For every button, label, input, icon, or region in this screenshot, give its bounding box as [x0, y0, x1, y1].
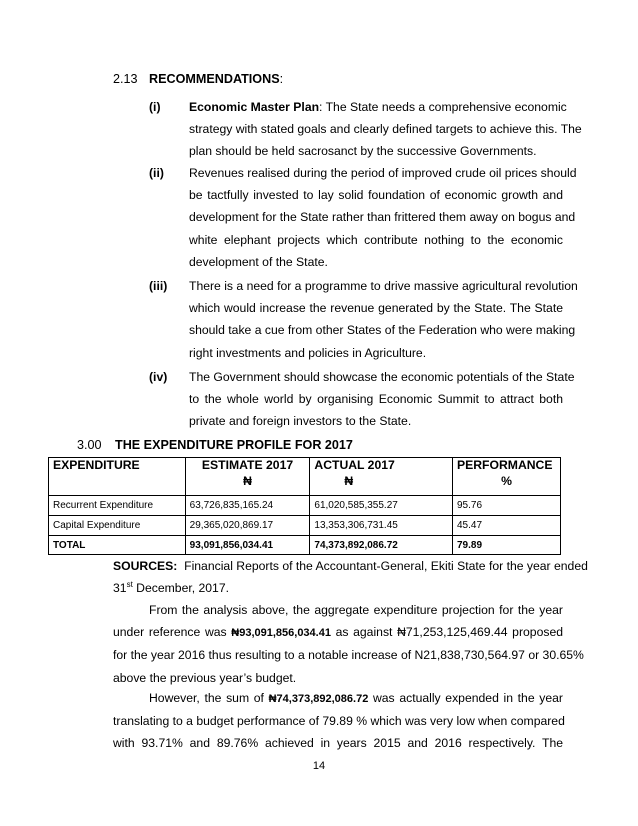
recommendation-item [149, 279, 578, 369]
recommendation-item [149, 100, 582, 166]
item-line: development for the State rather than frittered them away on bogus and [189, 210, 576, 225]
item-line: plan should be held sacrosanct by the successive Governments. [189, 144, 537, 159]
expenditure-table [48, 457, 561, 555]
table-header-cell: ACTUAL 2017 ₦ [310, 458, 453, 496]
section-number: 3.00 [77, 438, 102, 452]
item-line: There is a need for a programme to drive massive agricultural revolution [189, 279, 578, 293]
item-line: Economic Master Plan: The State needs a comprehensive economic [189, 100, 567, 114]
table-header-cell: ESTIMATE 2017 ₦ [185, 458, 310, 496]
unit-label: ₦ [344, 474, 354, 488]
paragraph-line: translating to a budget performance of 79.89 % which was very low when compared [113, 714, 565, 729]
item-line: right investments and policies in Agriculture. [189, 345, 427, 360]
item-line: strategy with stated goals and clearly defined targets to achieve this. The [189, 122, 582, 137]
table-header-cell: PERFORMANCE % [453, 458, 561, 496]
paragraph-line: under reference was ₦93,091,856,034.41 as against ₦71,253,125,469.44 proposed [113, 625, 563, 640]
table-cell: 93,091,856,034.41 [185, 536, 310, 555]
table-cell: 74,373,892,086.72 [310, 536, 453, 555]
table-cell: 29,365,020,869.17 [185, 516, 310, 536]
table-cell: 45.47 [453, 516, 561, 536]
item-line: to the whole world by organising Economic Summit to attract both [189, 392, 563, 407]
item-text [189, 162, 577, 273]
item-line: white elephant projects which contribute nothing to the economic [189, 232, 563, 247]
table-cell: TOTAL [49, 536, 186, 555]
table-cell: 95.76 [453, 496, 561, 516]
recommendation-item [149, 370, 575, 436]
item-line: should take a cue from other States of the Federation who were making [189, 323, 576, 338]
expenditure-heading [77, 438, 353, 452]
recommendation-item [149, 166, 577, 278]
table-cell: 13,353,306,731.45 [310, 516, 453, 536]
table-header-cell: EXPENDITURE [49, 458, 186, 496]
item-line: development of the State. [189, 254, 328, 269]
item-line: private and foreign investors to the State. [189, 414, 412, 429]
item-line: which would increase the revenue generated by the State. The State [189, 301, 563, 316]
performance-paragraph [113, 687, 563, 755]
analysis-paragraph [113, 599, 584, 689]
item-text [189, 275, 578, 364]
sources-paragraph [113, 555, 588, 599]
table-total-row [49, 536, 561, 555]
section-title: THE EXPENDITURE PROFILE FOR 2017 [115, 438, 353, 452]
unit-label: ₦ [243, 474, 252, 488]
item-text [189, 366, 575, 433]
table-cell: Capital Expenditure [49, 516, 186, 536]
table-row [49, 516, 561, 536]
table-header-row [49, 458, 561, 496]
paragraph-line: with 93.71% and 89.76% achieved in years 2015 and 2016 respectively. The [113, 736, 563, 751]
paragraph-line: However, the sum of ₦74,373,892,086.72 was actually expended in the year [149, 691, 563, 705]
table-cell: Recurrent Expenditure [49, 496, 186, 516]
unit-label: % [501, 474, 512, 488]
table-cell: 61,020,585,355.27 [310, 496, 453, 516]
item-number: (i) [149, 100, 161, 114]
item-number: (iii) [149, 279, 168, 293]
recommendations-heading: 2.13 RECOMMENDATIONS: [113, 72, 284, 86]
page-number: 14 [312, 760, 326, 772]
item-line: The Government should showcase the economic potentials of the State [189, 370, 575, 384]
paragraph-line: From the analysis above, the aggregate expenditure projection for the year [149, 603, 563, 617]
item-number: (iv) [149, 370, 168, 384]
table-cell: 79.89 [453, 536, 561, 555]
sources-line: 31st December, 2017. [113, 580, 229, 596]
section-number: 2.13 [113, 72, 138, 86]
table-cell: 63,726,835,165.24 [185, 496, 310, 516]
table-row [49, 496, 561, 516]
item-line: Revenues realised during the period of improved crude oil prices should [189, 166, 577, 180]
paragraph-line: for the year 2016 thus resulting to a notable increase of N21,838,730,564.97 or 30.65% [113, 648, 584, 663]
sources-line: SOURCES: Financial Reports of the Accountant-General, Ekiti State for the year ended [113, 559, 588, 573]
item-line: be tactfully invested to lay solid foundation of economic growth and [189, 188, 563, 203]
item-text [189, 96, 582, 163]
section-title: RECOMMENDATIONS [149, 72, 280, 86]
item-number: (ii) [149, 166, 164, 180]
paragraph-line: above the previous year’s budget. [113, 670, 297, 685]
